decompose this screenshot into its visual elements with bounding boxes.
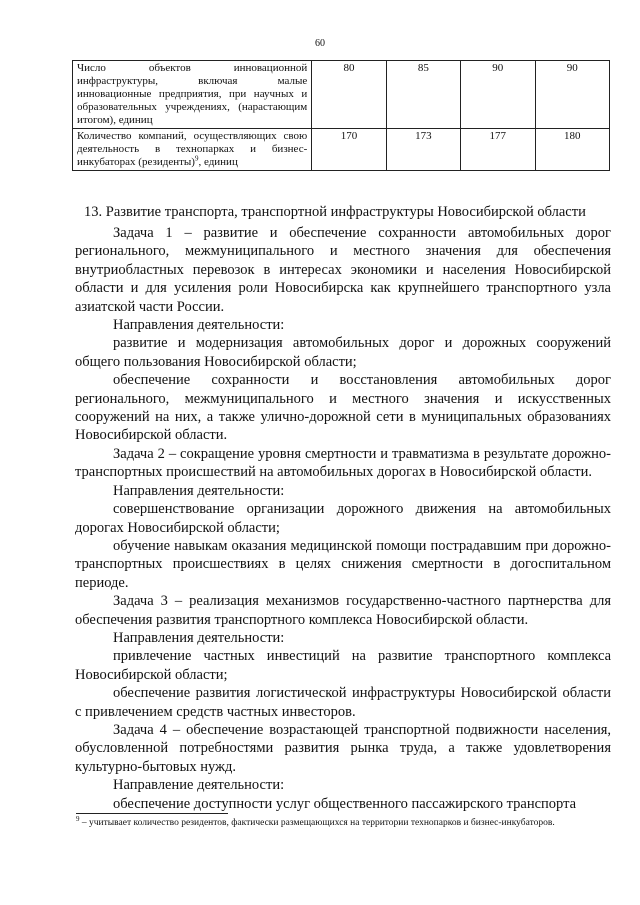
paragraph: Задача 4 – обеспечение возрастающей транспортной подвижности населения, обусловленной потребностями развития рынка труда, а также удовлетворения культурно-бытовых нужд. [75,721,611,775]
row-label-tail: , единиц [198,156,238,168]
paragraph: Задача 2 – сокращение уровня смертности и травматизма в результате дорожно-транспортных происшествий на автомобильных дорогах в Новосибирской области. [75,445,611,481]
table-cell: 180 [535,129,609,171]
table-cell: 85 [386,61,460,129]
indicators-table [72,60,610,171]
table-cell: 90 [461,61,535,129]
paragraph: Задача 1 – развитие и обеспечение сохранности автомобильных дорог регионального, межмуниципального и местного значения для обеспечения внутриобластных перевозок в интересах экономики и населения Новосибирской области и для усиления роли Новосибирска как крупнейшего транспортного узла азиатской части России. [75,225,611,315]
paragraph: обеспечение развития логистической инфраструктуры Новосибирской области с привлечением средств частных инвесторов. [75,685,611,720]
table-cell: 177 [461,129,535,171]
table-row [73,61,610,129]
row-label-main: Количество компаний, осуществляющих свою деятельность в технопарках и бизнес-инкубаторах (резиденты) [77,130,308,168]
paragraph: Направления деятельности: [113,629,285,646]
paragraph: Направление деятельности: [113,777,285,794]
footnote [76,814,610,829]
table-cell: 173 [386,129,460,171]
paragraph: обучение навыкам оказания медицинской помощи пострадавшим при дорожно-транспортных происшествиях в целях снижения смертности в догоспитальном периоде. [75,537,611,591]
paragraph: развитие и модернизация автомобильных дорог и дорожных сооружений общего пользования Новосибирской области; [75,335,611,370]
footnote-marker: 9 [76,814,80,823]
table-cell: 170 [312,129,386,171]
table-cell: 80 [312,61,386,129]
section-title: 13. Развитие транспорта, транспортной инфраструктуры Новосибирской области [84,204,586,220]
page-number: 60 [315,38,325,49]
paragraph: Направления деятельности: [113,482,285,499]
footnote-ref: 9 [194,154,199,163]
paragraph: Направления деятельности: [113,317,285,334]
row-label: Число объектов инновационной инфраструктуры, включая малые инновационные предприятия, при научных и образовательных учреждениях, (нарастающим итогом), единиц [73,61,312,129]
table-cell: 90 [535,61,609,129]
footnote-divider [76,813,228,814]
body-text [75,224,611,813]
paragraph: привлечение частных инвестиций на развитие транспортного комплекса Новосибирской области; [75,648,611,683]
paragraph: обеспечение сохранности и восстановления автомобильных дорог регионального, межмуниципального и местного значения и искусственных сооружений на них, а также улично-дорожной сети в муниципальных образованиях Новосибирской области. [75,372,611,444]
footnote-text: – учитывает количество резидентов, фактически размещающихся на территории технопарков и бизнес-инкубаторов. [79,818,555,828]
paragraph: совершенствование организации дорожного движения на автомобильных дорогах Новосибирской области; [75,501,611,536]
row-label [73,129,312,171]
paragraph: Задача 3 – реализация механизмов государственно-частного партнерства для обеспечения развития транспортного комплекса Новосибирской области. [75,593,611,628]
paragraph: обеспечение доступности услуг общественного пассажирского транспорта [113,795,577,812]
table-row [73,129,610,171]
